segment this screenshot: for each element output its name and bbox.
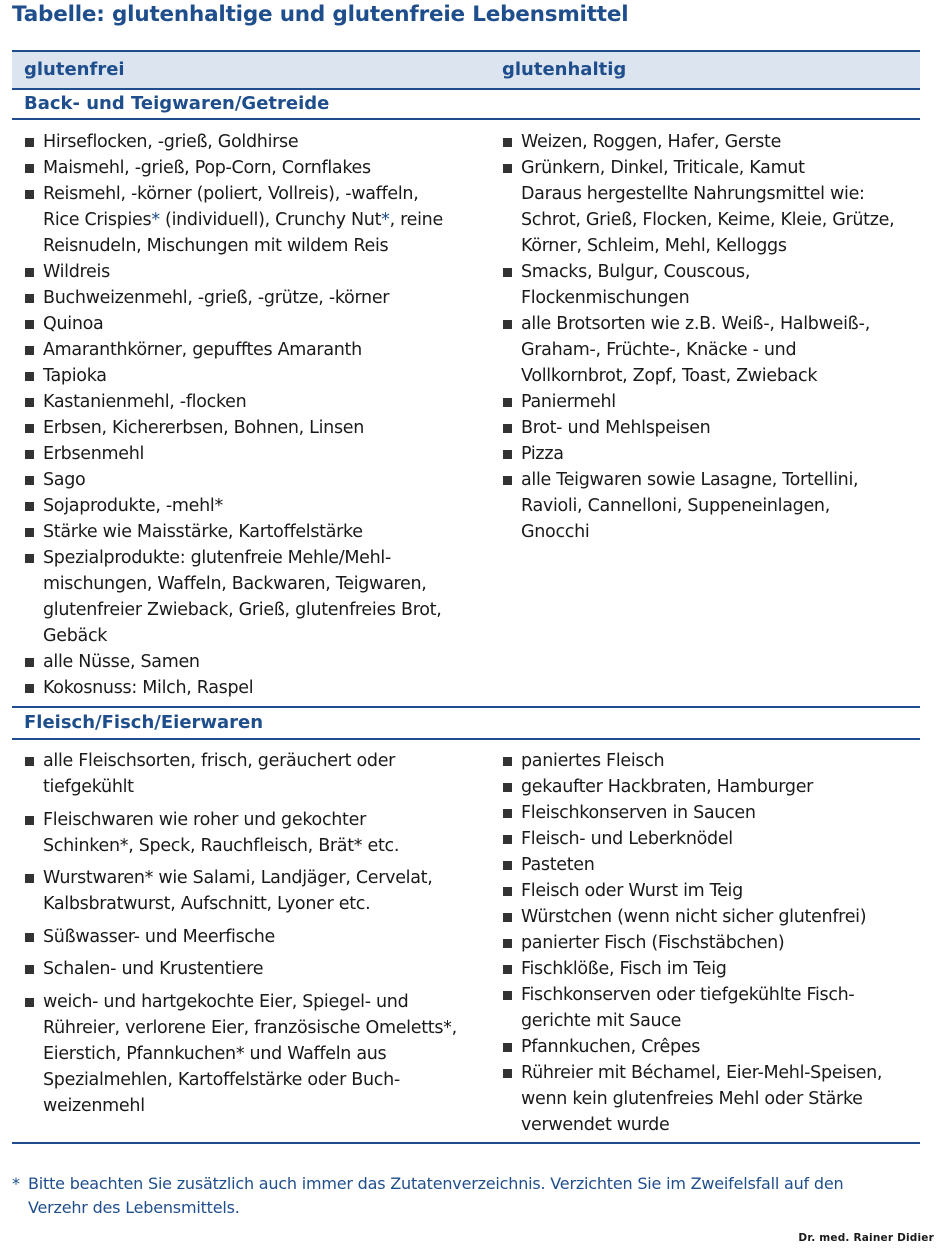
- header-glutenfrei: glutenfrei: [24, 59, 125, 80]
- item-line: Daraus hergestellte Nahrungsmittel wie:: [521, 184, 865, 204]
- footnote-marker: *: [151, 210, 160, 230]
- list-item: Brot- und Mehlspeisen: [502, 415, 938, 441]
- list-item: Fleisch- und Leberknödel: [502, 826, 938, 852]
- item-line: Schinken*, Speck, Rauchfleisch, Brät* etc.: [43, 835, 400, 856]
- list-item: Pfannkuchen, Crêpes: [502, 1034, 938, 1060]
- list-item: Wildreis: [24, 259, 464, 285]
- item-line: Eierstich, Pfannkuchen* und Waffeln aus: [43, 1043, 387, 1064]
- list-item: [24, 545, 464, 649]
- item-line: Graham-, Früchte-, Knäcke - und: [521, 340, 797, 360]
- item-line: Rice Crispies: [43, 210, 152, 230]
- item-line: Grünkern, Dinkel, Triticale, Kamut: [521, 158, 805, 178]
- item-line: weizenmehl: [43, 1095, 145, 1116]
- section-body-fleisch-fisch: [12, 740, 920, 1142]
- list-item: Süßwasser- und Meerfische: [24, 924, 464, 950]
- list-item: Schalen- und Krustentiere: [24, 956, 464, 982]
- list-item: Erbsenmehl: [24, 441, 464, 467]
- item-line: alle Fleischsorten, frisch, geräuchert oder: [43, 751, 396, 771]
- list-item: Stärke wie Maisstärke, Kartoffelstärke: [24, 519, 464, 545]
- list-item: Würstchen (wenn nicht sicher glutenfrei): [502, 904, 938, 930]
- list-item: [24, 989, 464, 1119]
- item-line: Smacks, Bulgur, Couscous,: [521, 262, 751, 282]
- list-item: Pizza: [502, 441, 938, 467]
- list-item: [24, 181, 464, 259]
- list-item: [24, 865, 464, 917]
- list-item: [502, 467, 938, 545]
- list-item: [502, 311, 938, 389]
- column-glutenhaltig: [502, 748, 938, 1138]
- list-item: [502, 1060, 938, 1138]
- section-title-text: Back- und Teigwaren/Getreide: [24, 93, 330, 114]
- item-line: Fleischwaren wie roher und gekochter: [43, 809, 366, 830]
- page-title: Tabelle: glutenhaltige und glutenfreie Lebensmittel: [12, 2, 629, 27]
- list-item: Fleisch oder Wurst im Teig: [502, 878, 938, 904]
- item-line: mischungen, Waffeln, Backwaren, Teigwaren,: [43, 574, 427, 594]
- list-item: Hirseflocken, -grieß, Goldhirse: [24, 129, 464, 155]
- list-item: Kastanienmehl, -flocken: [24, 389, 464, 415]
- item-line: Kalbsbratwurst, Aufschnitt, Lyoner etc.: [43, 894, 371, 914]
- item-line: Schrot, Grieß, Flocken, Keime, Kleie, Grütze,: [521, 210, 895, 230]
- item-line: Gebäck: [43, 626, 108, 646]
- list-item: Buchweizenmehl, -grieß, -grütze, -körner: [24, 285, 464, 311]
- item-line: verwendet wurde: [521, 1115, 670, 1135]
- item-line: Vollkornbrot, Zopf, Toast, Zwieback: [521, 366, 818, 386]
- table-header: [12, 50, 920, 90]
- list-item: Fischklöße, Fisch im Teig: [502, 956, 938, 982]
- list-item: [502, 155, 938, 259]
- item-line: (individuell), Crunchy Nut: [159, 210, 382, 230]
- list-item: Sago: [24, 467, 464, 493]
- list-item: paniertes Fleisch: [502, 748, 938, 774]
- list-item: gekaufter Hackbraten, Hamburger: [502, 774, 938, 800]
- section-title-text: Fleisch/Fisch/Eierwaren: [24, 712, 264, 733]
- author-signature: Dr. med. Rainer Didier: [798, 1232, 934, 1244]
- section-title-back-teigwaren: [12, 90, 920, 120]
- footnote-marker: *: [381, 210, 390, 230]
- footnote-star: *: [12, 1174, 20, 1193]
- list-item: Quinoa: [24, 311, 464, 337]
- item-line: Flockenmischungen: [521, 288, 690, 308]
- gluten-table: [12, 50, 920, 1144]
- list-item: [24, 807, 464, 859]
- item-line: alle Brotsorten wie z.B. Weiß-, Halbweiß-,: [521, 314, 870, 334]
- item-line: glutenfreier Zwieback, Grieß, glutenfreies Brot,: [43, 600, 442, 620]
- item-line: Spezialprodukte: glutenfreie Mehle/Mehl-: [43, 548, 391, 568]
- item-line: Ravioli, Cannelloni, Suppeneinlagen,: [521, 496, 830, 516]
- column-glutenhaltig: [502, 129, 938, 545]
- list-item: Pasteten: [502, 852, 938, 878]
- item-line: Fischkonserven oder tiefgekühlte Fisch-: [521, 985, 855, 1005]
- list-item: Fleischkonserven in Saucen: [502, 800, 938, 826]
- item-line: Spezialmehlen, Kartoffelstärke oder Buch-: [43, 1069, 400, 1090]
- item-line: Reismehl, -körner (poliert, Vollreis), -waffeln,: [43, 184, 419, 204]
- section-title-fleisch-fisch: [12, 708, 920, 740]
- list-item: Erbsen, Kichererbsen, Bohnen, Linsen: [24, 415, 464, 441]
- list-item: Tapioka: [24, 363, 464, 389]
- item-line: Körner, Schleim, Mehl, Kelloggs: [521, 236, 787, 256]
- item-line: tiefgekühlt: [43, 777, 134, 797]
- column-glutenfrei: [24, 129, 464, 701]
- list-item: panierter Fisch (Fischstäbchen): [502, 930, 938, 956]
- footnote: [12, 1172, 892, 1220]
- footnote-text: Bitte beachten Sie zusätzlich auch immer das Zutatenverzeichnis. Verzichten Sie im Zweifelsfall auf den Verzehr des Lebensmittels.: [28, 1174, 844, 1217]
- item-line: Reisnudeln, Mischungen mit wildem Reis: [43, 236, 389, 256]
- section-body-back-teigwaren: [12, 120, 920, 706]
- list-item: Paniermehl: [502, 389, 938, 415]
- item-line: , reine: [389, 210, 443, 230]
- list-item: Maismehl, -grieß, Pop-Corn, Cornflakes: [24, 155, 464, 181]
- list-item: [502, 982, 938, 1034]
- header-glutenhaltig: glutenhaltig: [502, 59, 627, 80]
- list-item: alle Nüsse, Samen: [24, 649, 464, 675]
- list-item: Weizen, Roggen, Hafer, Gerste: [502, 129, 938, 155]
- item-line: alle Teigwaren sowie Lasagne, Tortellini,: [521, 470, 859, 490]
- list-item: Kokosnuss: Milch, Raspel: [24, 675, 464, 701]
- list-item: [24, 748, 464, 800]
- item-line: Rühreier mit Béchamel, Eier-Mehl-Speisen,: [521, 1063, 883, 1083]
- list-item: Sojaprodukte, -mehl*: [24, 493, 464, 519]
- item-line: weich- und hartgekochte Eier, Spiegel- und: [43, 991, 409, 1012]
- item-line: Gnocchi: [521, 522, 590, 542]
- table-bottom-rule: [12, 1142, 920, 1144]
- list-item: Amaranthkörner, gepufftes Amaranth: [24, 337, 464, 363]
- item-line: wenn kein glutenfreies Mehl oder Stärke: [521, 1089, 863, 1109]
- item-line: Rühreier, verlorene Eier, französische Omeletts*,: [43, 1017, 457, 1038]
- item-line: gerichte mit Sauce: [521, 1011, 682, 1031]
- list-item: [502, 259, 938, 311]
- item-line: Wurstwaren* wie Salami, Landjäger, Cervelat,: [43, 868, 433, 888]
- column-glutenfrei: [24, 748, 464, 1119]
